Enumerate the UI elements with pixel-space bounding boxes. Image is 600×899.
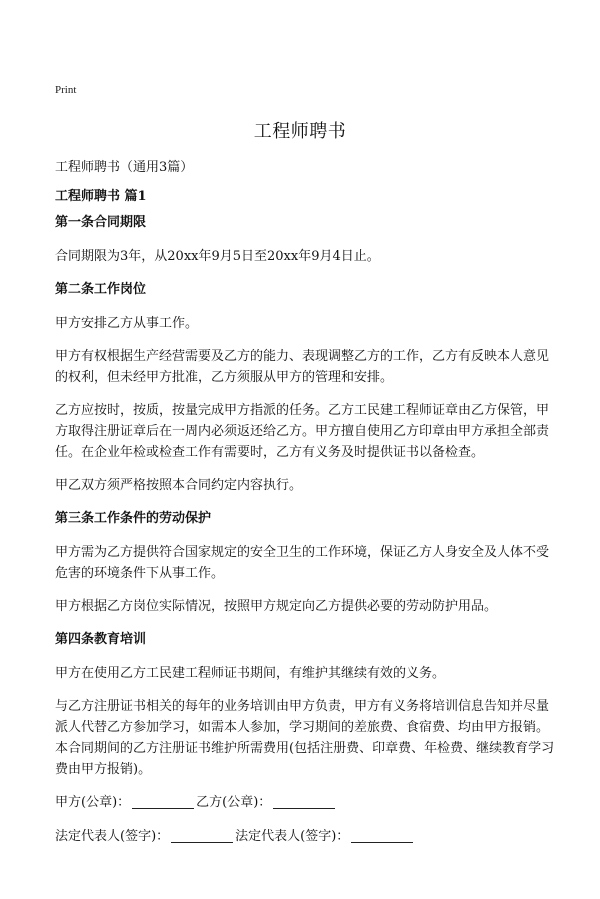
article-heading: 第二条工作岗位 bbox=[55, 282, 147, 297]
paragraph: 与乙方注册证书相关的每年的业务培训由甲方负责，甲方有义务将培训信息告知并尽量派人代替乙方参加学习，如需本人参加，学习期间的差旅费、食宿费、均由甲方报销。本合同期间的乙方注册证书维护所需费用(包括注册费、印章费、年检费、继续教育学习费由甲方报销)。 bbox=[55, 699, 555, 777]
party-a-label: 甲方(公章)： bbox=[55, 795, 131, 810]
party-b-blank[interactable] bbox=[273, 794, 335, 809]
rep-b-blank[interactable] bbox=[351, 828, 413, 843]
paragraph: 合同期限为3年，从20xx年9月5日至20xx年9月4日止。 bbox=[55, 249, 380, 264]
article-2 bbox=[55, 279, 557, 496]
article-heading: 第三条工作条件的劳动保护 bbox=[55, 511, 212, 526]
print-label[interactable]: Print bbox=[55, 84, 77, 96]
article-heading: 第一条合同期限 bbox=[55, 215, 147, 230]
paragraph: 乙方应按时，按质，按量完成甲方指派的任务。乙方工民建工程师证章由乙方保管，甲方取得注册证章后在一周内必须返还给乙方。甲方擅自使用乙方印章由甲方承担全部责任。在企业年检或检查工作有需要时，乙方有义务及时提供证书以备检查。 bbox=[55, 403, 550, 460]
party-b-label: 乙方(公章)： bbox=[196, 795, 272, 810]
paragraph: 甲方需为乙方提供符合国家规定的安全卫生的工作环境，保证乙方人身安全及人体不受危害的环境条件下从事工作。 bbox=[55, 545, 550, 581]
article-1 bbox=[55, 212, 557, 267]
paragraph: 甲方根据乙方岗位实际情况，按照甲方规定向乙方提供必要的劳动防护用品。 bbox=[55, 599, 498, 614]
document-title: 工程师聘书 bbox=[253, 121, 347, 142]
section-title: 工程师聘书 篇1 bbox=[55, 189, 147, 204]
signature-line-representatives bbox=[55, 826, 557, 847]
rep-b-label: 法定代表人(签字)： bbox=[235, 829, 350, 844]
paragraph: 甲乙双方须严格按照本合同约定内容执行。 bbox=[55, 478, 303, 493]
article-heading: 第四条教育培训 bbox=[55, 632, 147, 647]
paragraph: 甲方有权根据生产经营需要及乙方的能力、表现调整乙方的工作，乙方有反映本人意见的权利，但未经甲方批准，乙方须服从甲方的管理和安排。 bbox=[55, 349, 550, 385]
party-a-blank[interactable] bbox=[132, 794, 194, 809]
article-4 bbox=[55, 629, 557, 780]
rep-a-blank[interactable] bbox=[171, 828, 233, 843]
document-subtitle: 工程师聘书（通用3篇） bbox=[55, 160, 194, 175]
paragraph: 甲方安排乙方从事工作。 bbox=[55, 316, 199, 331]
document-body bbox=[55, 212, 557, 860]
rep-a-label: 法定代表人(签字)： bbox=[55, 829, 170, 844]
paragraph: 甲方在使用乙方工民建工程师证书期间，有维护其继续有效的义务。 bbox=[55, 666, 446, 681]
article-3 bbox=[55, 508, 557, 617]
signature-line-companies bbox=[55, 792, 557, 813]
